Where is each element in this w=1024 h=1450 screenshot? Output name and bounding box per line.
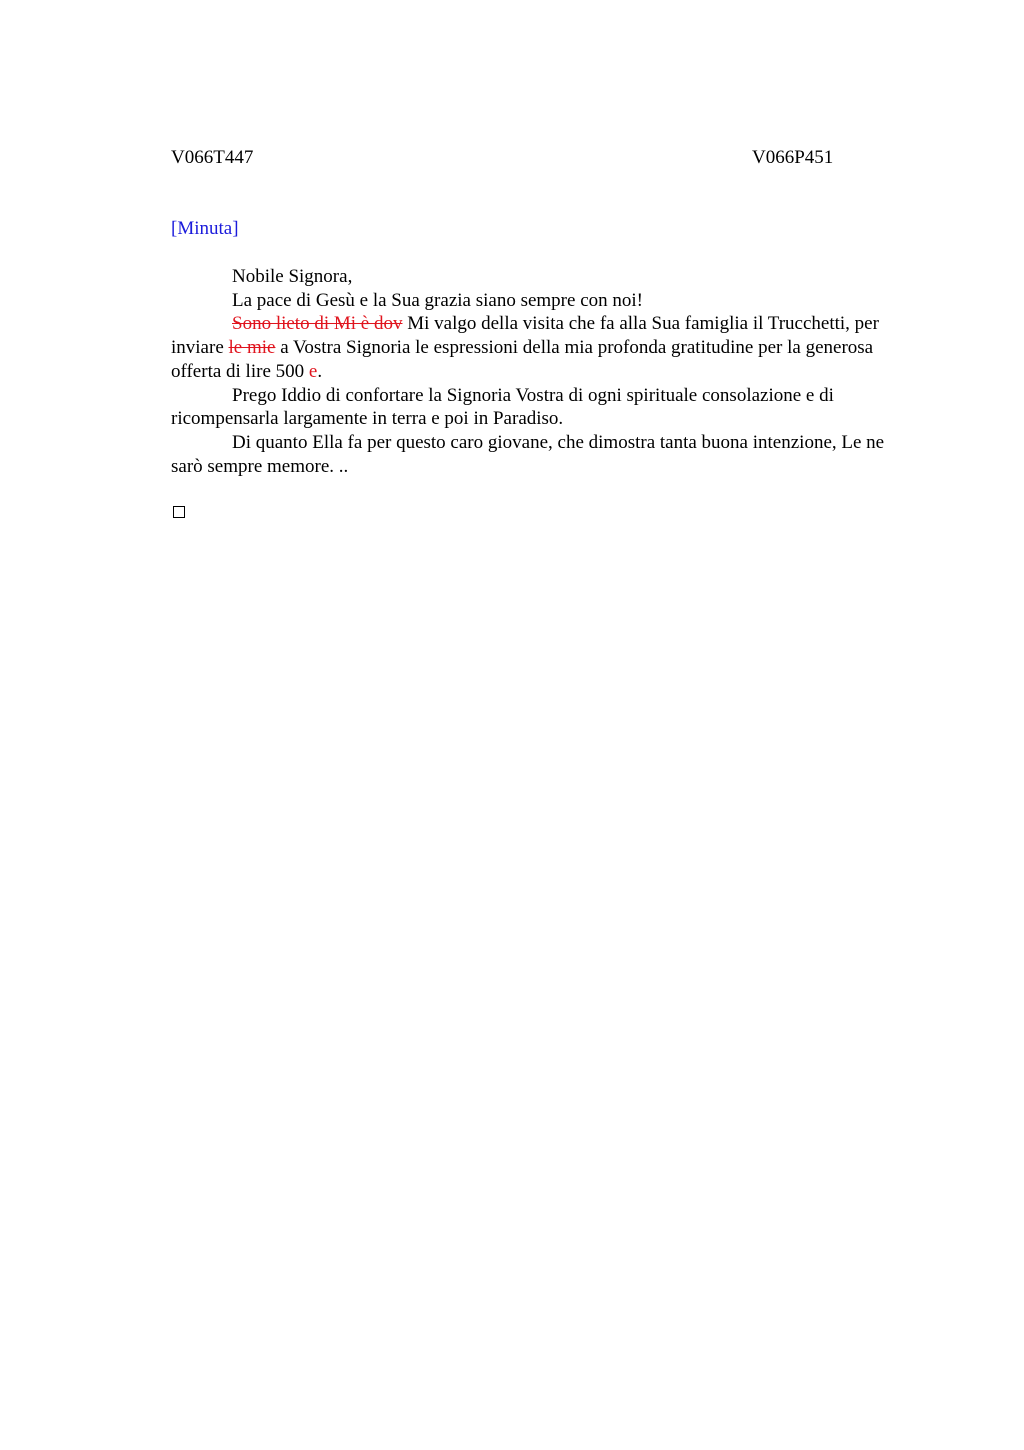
paragraph-text: a Vostra Signoria le espressioni della mia profonda gratitudine per la generosa offerta di lire 500 — [171, 337, 874, 382]
letter-body — [171, 265, 919, 478]
paragraph-thanks — [171, 312, 919, 383]
paragraph-text: Mi valgo della visita che fa alla Sua famiglia il Trucchetti, per inviare — [171, 313, 879, 359]
paragraph-prayer: Prego Iddio di confortare la Signoria Vostra di ogni spirituale consolazione e di ricompensarla largamente in terra e poi in Paradiso. — [171, 384, 834, 430]
empty-square-icon — [173, 506, 185, 518]
paragraph-closing: Di quanto Ella fa per questo caro giovane, che dimostra tanta buona intenzione, Le ne sarò sempre memore. .. — [171, 431, 885, 477]
document-code-right: V066P451 — [752, 147, 834, 168]
deleted-text: le mie — [228, 337, 276, 359]
document-code-left: V066T447 — [171, 147, 254, 168]
draft-label: [Minuta] — [171, 218, 239, 239]
deleted-text: Sono lieto di Mi è dov — [232, 313, 403, 335]
paragraph-text: . — [317, 360, 323, 382]
corrected-letter: e — [308, 360, 318, 382]
salutation: Nobile Signora, — [232, 266, 353, 287]
greeting: La pace di Gesù e la Sua grazia siano sempre con noi! — [232, 289, 643, 311]
